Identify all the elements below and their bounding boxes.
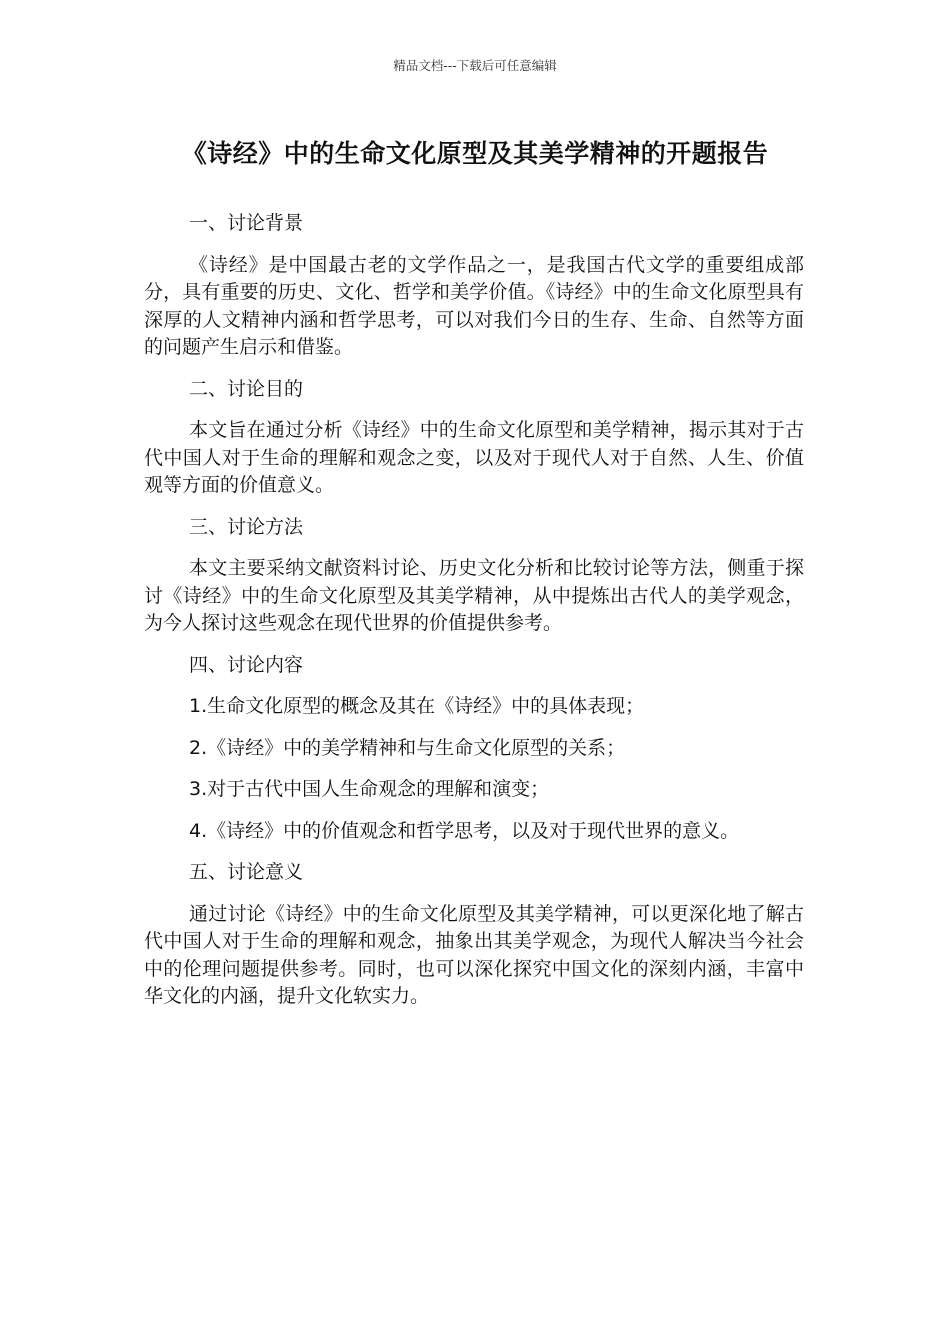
content-list-item: 4.《诗经》中的价值观念和哲学思考，以及对于现代世界的意义。: [189, 819, 740, 842]
section-paragraph-background: 《诗经》是中国最古老的文学作品之一，是我国古代文学的重要组成部分，具有重要的历史、文化、哲学和美学价值。《诗经》中的生命文化原型具有深厚的人文精神内涵和哲学思考，可以对我们今日的生存、生命、自然等方面的问题产生启示和借鉴。: [144, 253, 804, 358]
document-body: [144, 210, 804, 1025]
section-paragraph-purpose: 本文旨在通过分析《诗经》中的生命文化原型和美学精神，揭示其对于古代中国人对于生命的理解和观念之变，以及对于现代人对于自然、人生、价值观等方面的价值意义。: [144, 419, 804, 496]
section-heading-purpose: 二、讨论目的: [189, 377, 304, 400]
section-heading-content: 四、讨论内容: [189, 653, 304, 676]
section-paragraph-significance: 通过讨论《诗经》中的生命文化原型及其美学精神，可以更深化地了解古代中国人对于生命的理解和观念，抽象出其美学观念，为现代人解决当今社会中的伦理问题提供参考。同时，也可以深化探究中国文化的深刻内涵，丰富中华文化的内涵，提升文化软实力。: [144, 902, 804, 1007]
content-list-item: 1.生命文化原型的概念及其在《诗经》中的具体表现；: [189, 695, 645, 717]
document-title: 《诗经》中的生命文化原型及其美学精神的开题报告: [181, 139, 769, 168]
section-heading-method: 三、讨论方法: [189, 515, 304, 538]
section-heading-significance: 五、讨论意义: [189, 861, 304, 883]
page-header: 精品文档---下载后可任意编辑: [393, 58, 557, 73]
section-paragraph-method: 本文主要采纳文献资料讨论、历史文化分析和比较讨论等方法，侧重于探讨《诗经》中的生命文化原型及其美学精神，从中提炼出古代人的美学观念，为今人探讨这些观念在现代世界的价值提供参考。: [144, 557, 804, 634]
content-list-item: 3.对于古代中国人生命观念的理解和演变；: [189, 778, 550, 800]
section-heading-background: 一、讨论背景: [189, 212, 304, 234]
content-list-item: 2.《诗经》中的美学精神和与生命文化原型的关系；: [189, 736, 626, 759]
